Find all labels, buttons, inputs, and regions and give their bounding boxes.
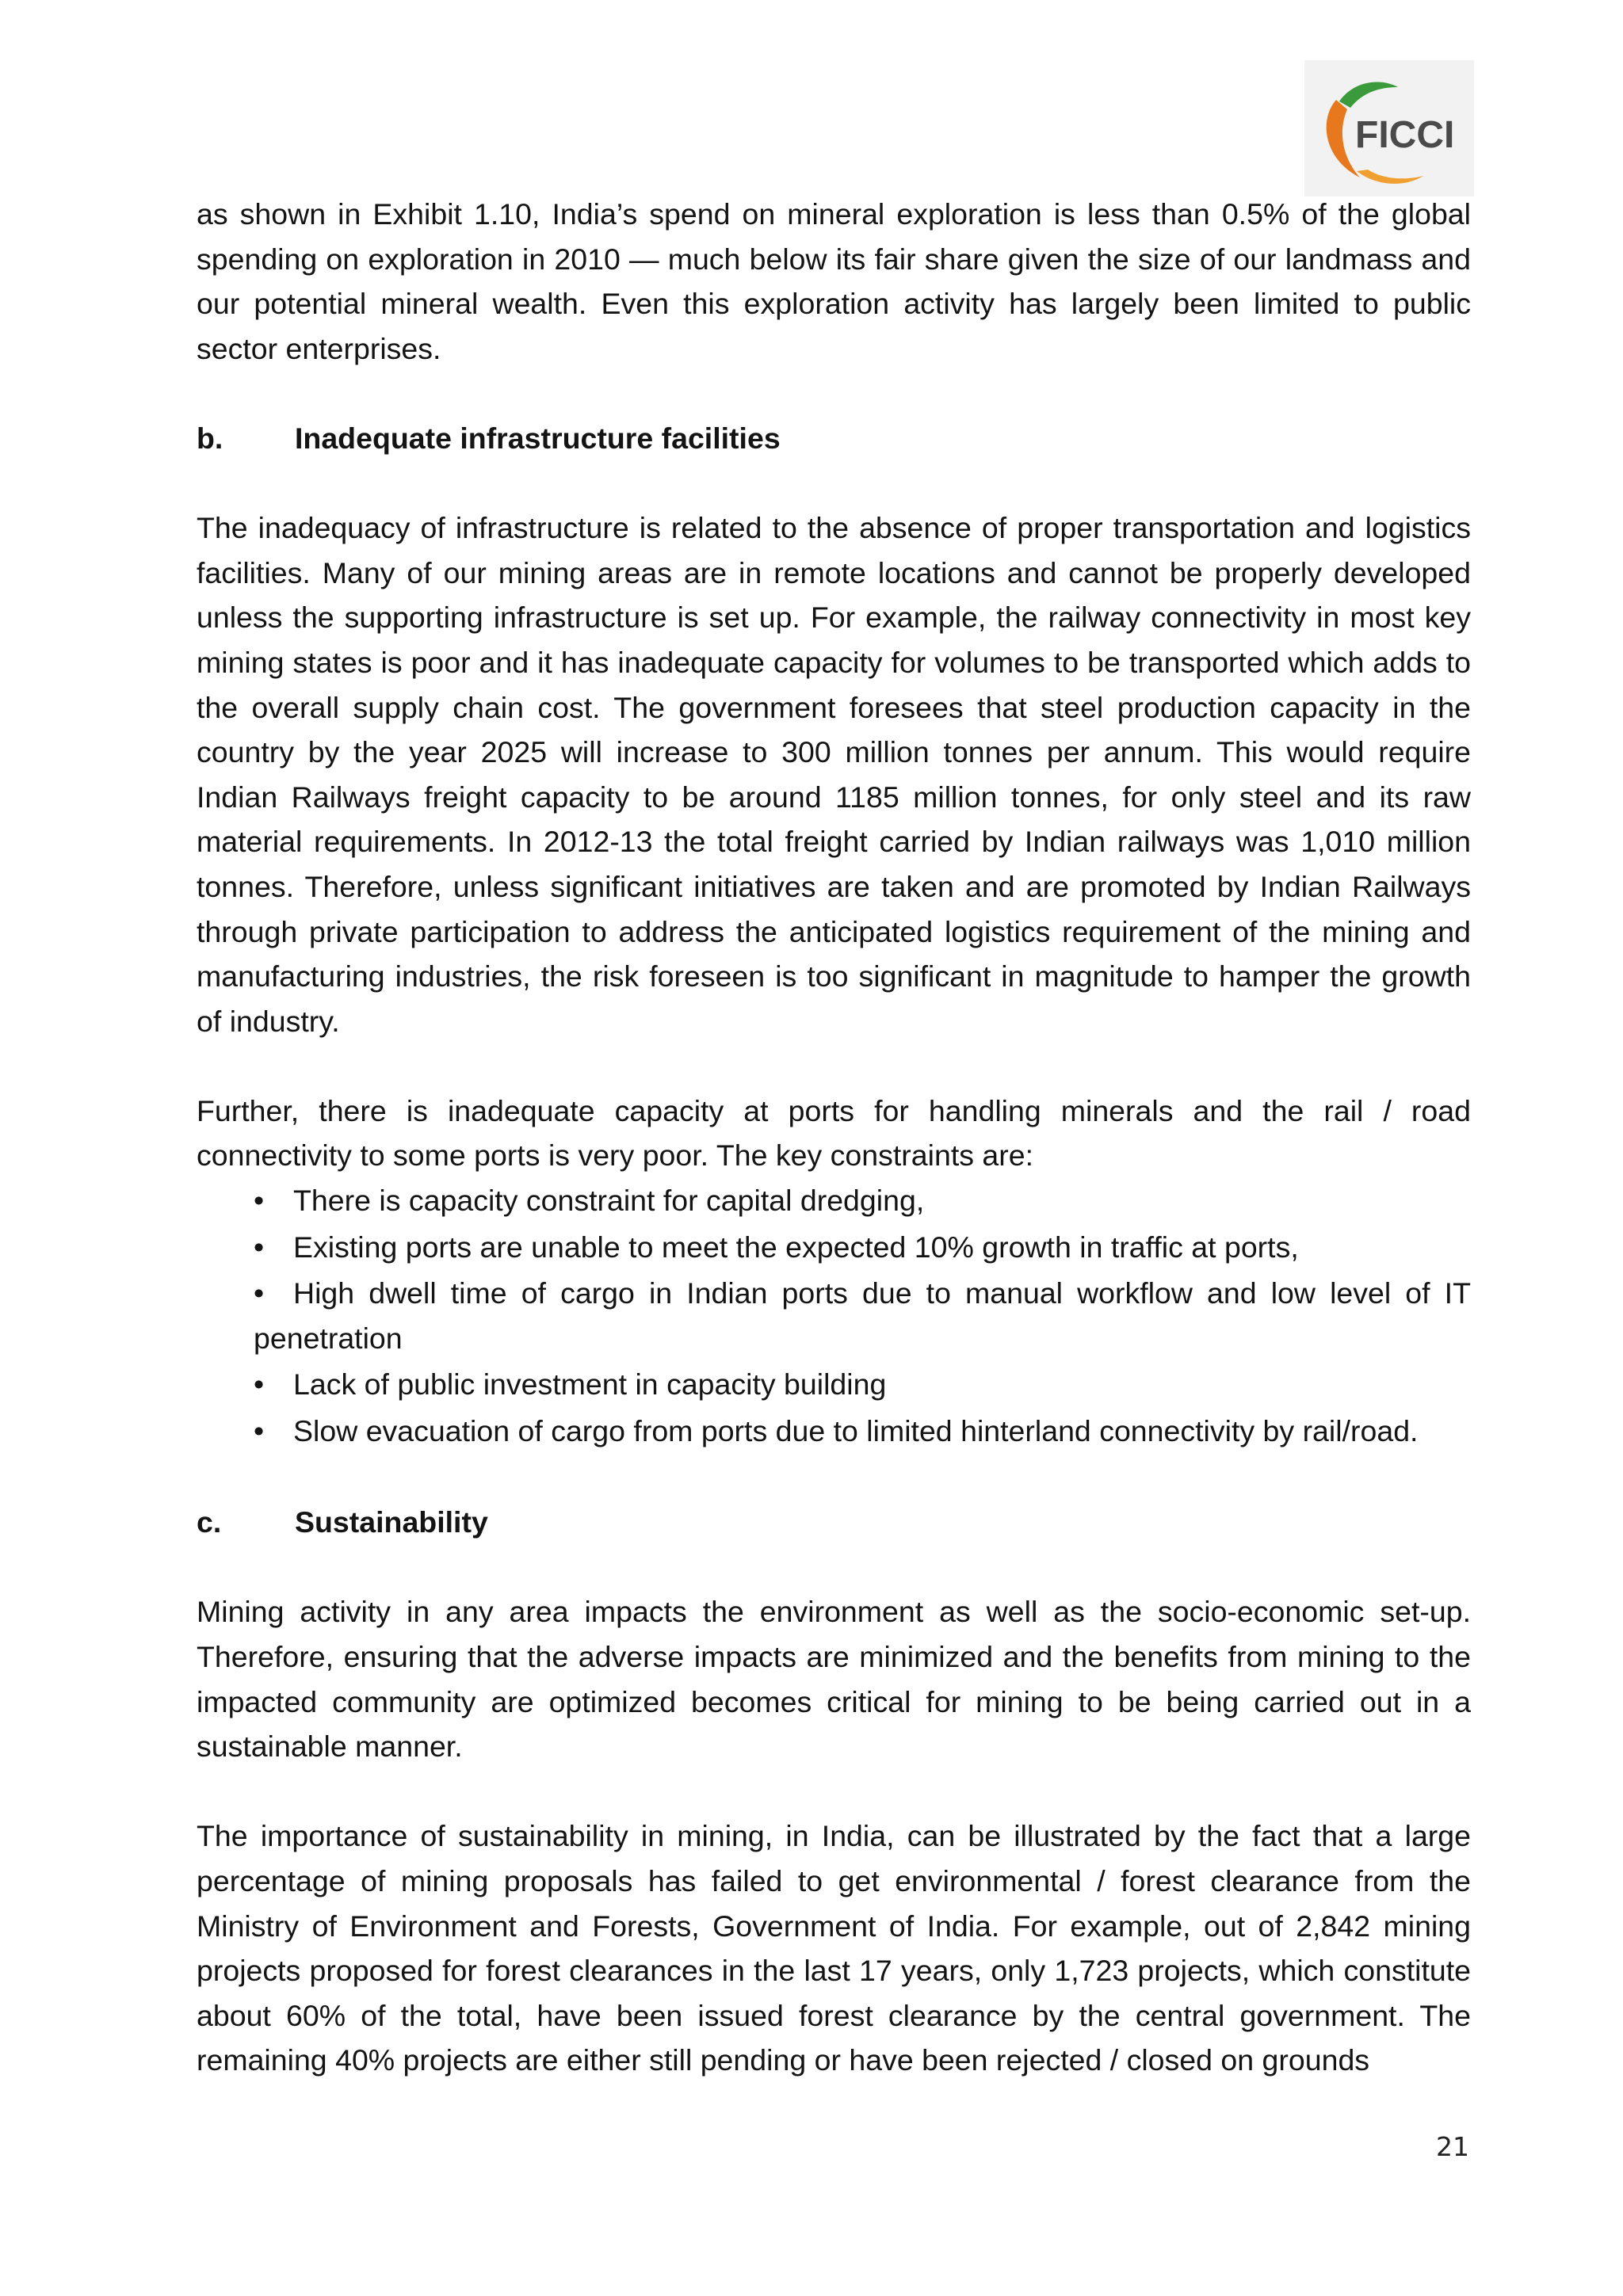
section-heading-b [197, 416, 1471, 461]
bullet-icon: • [254, 1414, 265, 1448]
section-letter-b: b. [197, 421, 223, 455]
paragraph-infrastructure-2: Further, there is inadequate capacity at ports for handling minerals and the rail / road connectivity to some ports is very poor. The key constraints are: [197, 1093, 1471, 1173]
paragraph-sustainability-1: Mining activity in any area impacts the environment as well as the socio-economic set-up. Therefore, ensuring that the adverse impacts are minimized and the benefits from mining to the impacted community are optimized becomes critical for mining to be being carried out in a sustainable manner. [197, 1595, 1471, 1764]
bullet-icon: • [254, 1184, 265, 1218]
paragraph-infrastructure-1: The inadequacy of infrastructure is related to the absence of proper transportation and logistics facilities. Many of our mining areas are in remote locations and cannot be properly developed unless the supporting infrastructure is set up. For example, the railway connectivity in most key mining states is poor and it has inadequate capacity for volumes to be transported which adds to the overall supply chain cost. The government foresees that steel production capacity in the country by the year 2025 will increase to 300 million tonnes per annum. This would require Indian Railways freight capacity to be around 1185 million tonnes, for only steel and its raw material requirements. In 2012-13 the total freight carried by Indian railways was 1,010 million tonnes. Therefore, unless significant initiatives are taken and are promoted by Indian Railways through private participation to address the anticipated logistics requirement of the mining and manufacturing industries, the risk foreseen is too significant in magnitude to hamper the growth of industry. [197, 511, 1471, 1038]
list-item: • Lack of public investment in capacity building [254, 1362, 1471, 1407]
list-item: • Existing ports are unable to meet the expected 10% growth in traffic at ports, [254, 1225, 1471, 1270]
section-title-c: Sustainability [295, 1505, 488, 1539]
logo-text: FICCI [1355, 114, 1455, 156]
section-title-b: Inadequate infrastructure facilities [295, 421, 781, 455]
paragraph-intro: as shown in Exhibit 1.10, India’s spend on mineral exploration is less than 0.5% of the global spending on exploration in 2010 — much below its fair share given the size of our landmass and our potential mineral wealth. Even this exploration activity has largely been limited to public sector enterprises. [197, 197, 1471, 365]
list-item: • High dwell time of cargo in Indian ports due to manual workflow and low level of IT penetration [254, 1271, 1471, 1360]
bullet-icon: • [254, 1276, 265, 1310]
list-item: • There is capacity constraint for capital dredging, [254, 1178, 1471, 1223]
bullet-icon: • [254, 1230, 265, 1264]
section-heading-c [197, 1500, 1471, 1545]
constraints-list [197, 1178, 1471, 1454]
document-body [197, 192, 1471, 2083]
list-item: • Slow evacuation of cargo from ports due to limited hinterland connectivity by rail/road. [254, 1409, 1471, 1454]
bullet-icon: • [254, 1367, 265, 1402]
section-letter-c: c. [197, 1505, 222, 1539]
ficci-logo-graphic [1304, 60, 1474, 196]
ficci-logo [1304, 60, 1474, 196]
paragraph-sustainability-2: The importance of sustainability in mining, in India, can be illustrated by the fact that a large percentage of mining proposals has failed to get environmental / forest clearance from the Ministry of Environment and Forests, Government of India. For example, out of 2,842 mining projects proposed for forest clearances in the last 17 years, only 1,723 projects, which constitute about 60% of the total, have been issued forest clearance by the central government. The remaining 40% projects are either still pending or have been rejected / closed on grounds [197, 1819, 1471, 2077]
page-number: 21 [1436, 2131, 1469, 2162]
